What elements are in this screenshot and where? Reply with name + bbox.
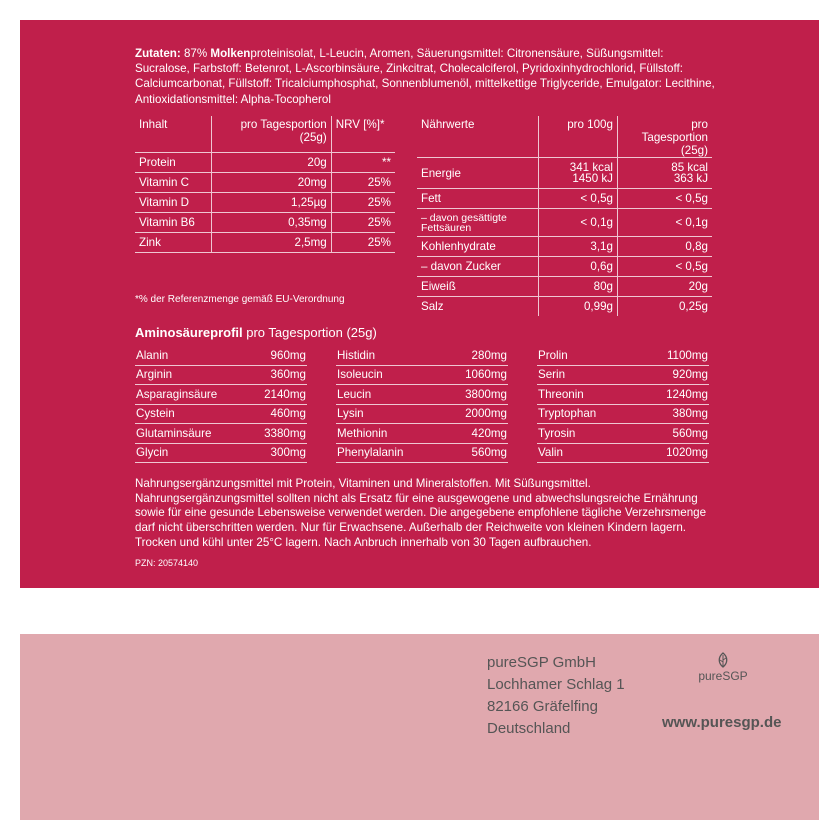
cell: Lysin <box>336 404 454 424</box>
company-name: pureSGP GmbH <box>487 654 596 671</box>
cell <box>617 158 712 189</box>
cell: Phenylalanin <box>336 443 454 463</box>
header-cell: pro 100g <box>539 116 618 158</box>
ingredients-list: proteinisolat, L-Leucin, Aromen, Säuerungsmittel: Citronensäure, Süßungsmittel: Sucralose, Farbstoff: Betenrot, L-Ascorbinsäure, Zinkcitrat, Cholecalciferol, Pyridoxinhydrochlorid, Füllstoff: Calciumcarbonat, Füllstoff: Tricalciumphosphat, Sonnenblumenöl, mittelkettige Triglyceride, Emulgator: Lecithine, Antioxidationsmittel: Alpha-Tocopherol <box>135 47 715 106</box>
cell: 1060mg <box>454 365 508 385</box>
table-row <box>417 158 712 189</box>
cell: Glycin <box>135 443 253 463</box>
table-row <box>336 346 508 365</box>
cell: – davon Zucker <box>417 257 539 277</box>
company-country: Deutschland <box>487 720 571 737</box>
logo-text: pureSGP <box>698 669 748 683</box>
table-row <box>135 346 307 365</box>
energy-kcal: 85 kcal <box>671 161 708 174</box>
cell: Methionin <box>336 424 454 444</box>
amino-title <box>135 325 377 340</box>
cell <box>539 158 618 189</box>
cell: Alanin <box>135 346 253 365</box>
cell: 1100mg <box>655 346 709 365</box>
company-street: Lochhamer Schlag 1 <box>487 676 625 693</box>
table-row <box>336 443 508 463</box>
cell: Glutaminsäure <box>135 424 253 444</box>
label-panel <box>20 20 819 588</box>
cell: 420mg <box>454 424 508 444</box>
ingredients-label: Zutaten: <box>135 47 181 60</box>
table-row <box>336 404 508 424</box>
header-cell: Nährwerte <box>417 116 539 158</box>
website-link[interactable]: www.puresgp.de <box>662 714 782 731</box>
table-row <box>135 193 395 213</box>
cell: 560mg <box>454 443 508 463</box>
ingredients-key-word: Molken <box>210 47 251 60</box>
cell: 20g <box>617 277 712 297</box>
cell: 0,6g <box>539 257 618 277</box>
cell: < 0,1g <box>617 209 712 237</box>
table-row <box>537 365 709 385</box>
cell: Tyrosin <box>537 424 655 444</box>
table-row <box>537 424 709 444</box>
table-row <box>135 443 307 463</box>
vitamin-table <box>135 116 395 253</box>
company-city: 82166 Gräfelfing <box>487 698 598 715</box>
cell: Tryptophan <box>537 404 655 424</box>
footer-panel <box>20 634 819 820</box>
cell: 20mg <box>212 173 331 193</box>
cell: 80g <box>539 277 618 297</box>
table-row <box>135 365 307 385</box>
header-cell: Inhalt <box>135 116 212 153</box>
ingredients-percent: 87% <box>183 47 208 60</box>
nutrition-table <box>417 116 712 316</box>
cell: Kohlenhydrate <box>417 237 539 257</box>
cell: Vitamin C <box>135 173 212 193</box>
table-row <box>537 346 709 365</box>
cell: Energie <box>417 158 539 189</box>
cell: 380mg <box>655 404 709 424</box>
nrv-footnote: *% der Referenzmenge gemäß EU-Verordnung <box>135 294 345 305</box>
table-row <box>336 365 508 385</box>
cell: Vitamin D <box>135 193 212 213</box>
table-row <box>135 385 307 405</box>
cell: 1240mg <box>655 385 709 405</box>
table-row <box>135 424 307 444</box>
cell: 300mg <box>253 443 307 463</box>
table-row <box>336 424 508 444</box>
energy-kcal: 341 kcal <box>569 161 613 174</box>
amino-title-rest: pro Tagesportion (25g) <box>246 325 377 340</box>
table-row <box>417 189 712 209</box>
table-row <box>417 209 712 237</box>
energy-kj: 363 kJ <box>673 172 708 185</box>
cell: 2000mg <box>454 404 508 424</box>
leaf-icon <box>716 652 730 668</box>
amino-table-col2 <box>336 346 508 463</box>
table-row <box>537 443 709 463</box>
table-row <box>135 233 395 253</box>
cell: < 0,5g <box>539 189 618 209</box>
cell: 0,25g <box>617 297 712 317</box>
cell: 3800mg <box>454 385 508 405</box>
table-row <box>417 237 712 257</box>
header-cell: NRV [%]* <box>331 116 395 153</box>
brand-logo <box>688 652 758 683</box>
cell: 360mg <box>253 365 307 385</box>
cell: Valin <box>537 443 655 463</box>
cell: ** <box>331 153 395 173</box>
energy-kj: 1450 kJ <box>572 172 613 185</box>
table-row <box>135 173 395 193</box>
cell: 3,1g <box>539 237 618 257</box>
cell: Eiweiß <box>417 277 539 297</box>
cell: 0,8g <box>617 237 712 257</box>
cell: 1,25µg <box>212 193 331 213</box>
cell: 25% <box>331 193 395 213</box>
cell: 280mg <box>454 346 508 365</box>
cell: 2,5mg <box>212 233 331 253</box>
company-address <box>487 652 625 740</box>
cell: 460mg <box>253 404 307 424</box>
cell: 560mg <box>655 424 709 444</box>
cell: Zink <box>135 233 212 253</box>
amino-table-col1 <box>135 346 307 463</box>
disclaimer-text: Nahrungsergänzungsmittel mit Protein, Vitaminen und Mineralstoffen. Mit Süßungsmittel. Nahrungsergänzungsmittel sollten nicht als Ersatz für eine ausgewogene und abwechslungsreiche Ernährung sowie für eine gesunde Lebensweise verwendet werden. Die angegebene empfohlene tägliche Verzehrsmenge darf nicht überschritten werden. Nur für Erwachsene. Außerhalb der Reichweite von kleinen Kindern lagern. Trocken und kühl unter 25°C lagern. Nach Anbruch innerhalb von 30 Tagen aufbrauchen. <box>135 477 707 549</box>
table-row <box>417 257 712 277</box>
table-row <box>537 404 709 424</box>
header-cell: pro Tagesportion (25g) <box>617 116 712 158</box>
table-row <box>417 277 712 297</box>
table-row <box>537 385 709 405</box>
table-row <box>135 404 307 424</box>
cell: < 0,5g <box>617 189 712 209</box>
table-row <box>417 297 712 317</box>
table-row <box>135 116 395 153</box>
cell: Leucin <box>336 385 454 405</box>
cell: Vitamin B6 <box>135 213 212 233</box>
cell: Histidin <box>336 346 454 365</box>
cell: < 0,5g <box>617 257 712 277</box>
cell: 0,35mg <box>212 213 331 233</box>
cell: Asparaginsäure <box>135 385 253 405</box>
table-row <box>336 385 508 405</box>
table-row <box>417 116 712 158</box>
amino-table-col3 <box>537 346 709 463</box>
cell: 20g <box>212 153 331 173</box>
cell: Threonin <box>537 385 655 405</box>
cell: Fett <box>417 189 539 209</box>
cell: 960mg <box>253 346 307 365</box>
cell: < 0,1g <box>539 209 618 237</box>
cell: 25% <box>331 213 395 233</box>
pzn-number: PZN: 20574140 <box>135 558 199 568</box>
cell: 1020mg <box>655 443 709 463</box>
cell: Protein <box>135 153 212 173</box>
cell: 920mg <box>655 365 709 385</box>
cell: 25% <box>331 233 395 253</box>
table-row <box>135 153 395 173</box>
cell: Isoleucin <box>336 365 454 385</box>
header-cell: pro Tagesportion (25g) <box>212 116 331 153</box>
cell: Cystein <box>135 404 253 424</box>
cell: 2140mg <box>253 385 307 405</box>
cell: Prolin <box>537 346 655 365</box>
cell: 3380mg <box>253 424 307 444</box>
cell: Arginin <box>135 365 253 385</box>
cell: – davon gesättigte Fettsäuren <box>417 209 539 237</box>
cell: Serin <box>537 365 655 385</box>
table-row <box>135 213 395 233</box>
cell: 25% <box>331 173 395 193</box>
amino-title-bold: Aminosäureprofil <box>135 325 243 340</box>
ingredients-text <box>135 46 715 107</box>
cell: Salz <box>421 300 444 313</box>
cell: 0,99g <box>539 297 618 317</box>
